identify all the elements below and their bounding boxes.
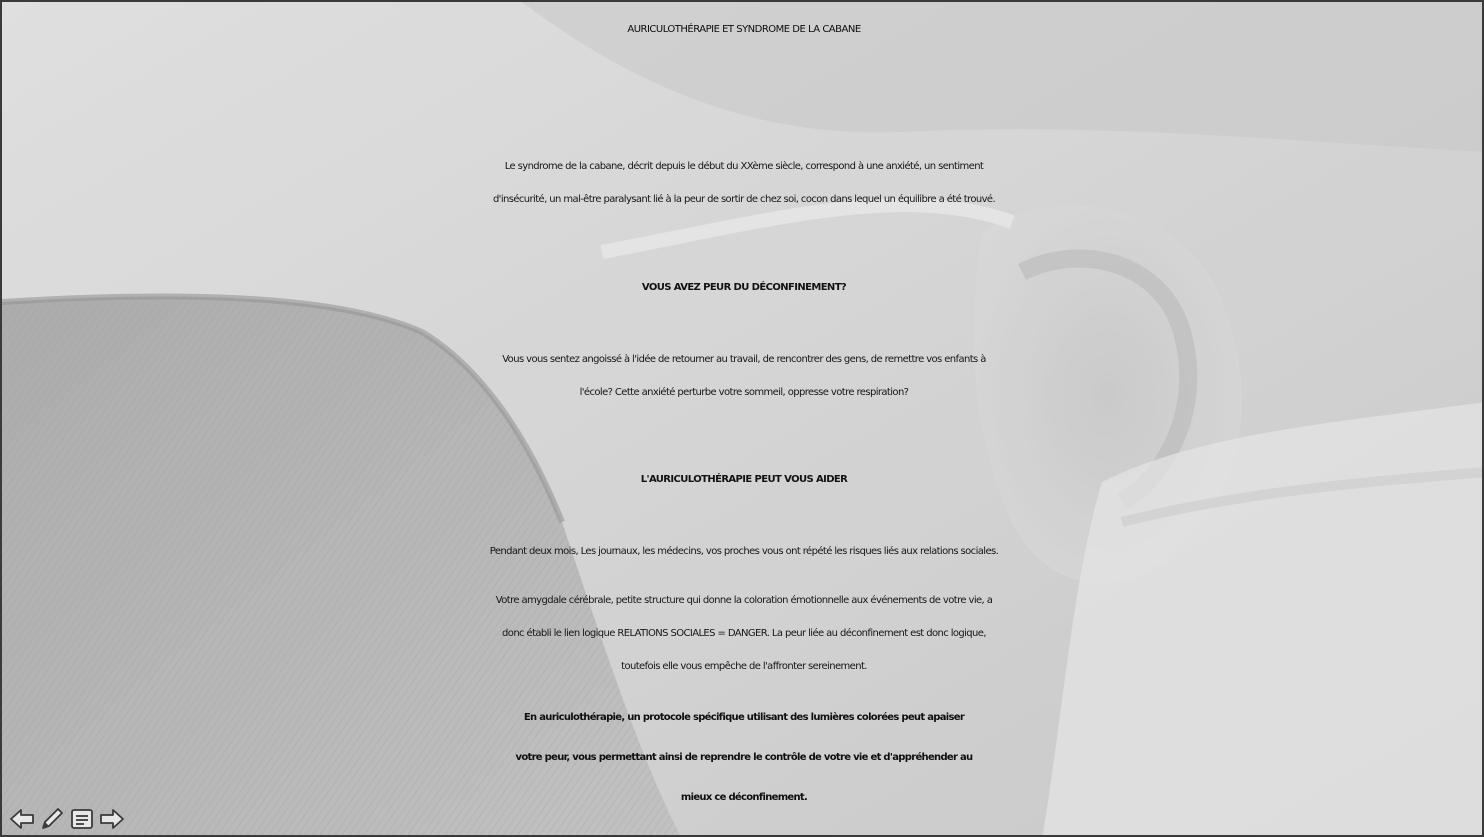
fear-line: l'école? Cette anxiété perturbe votre sommeil, oppresse votre respiration? — [579, 387, 909, 398]
conclusion-line: En auriculothérapie, un protocole spécifique utilisant des lumières colorées peut apaiser — [523, 712, 965, 723]
help-line: donc établi le lien logique RELATIONS SOCIALES = DANGER. La peur liée au déconfinement est donc logique, — [502, 628, 986, 639]
help-line: Votre amygdale cérébrale, petite structure qui donne la coloration émotionnelle aux événements de votre vie, a — [495, 595, 993, 606]
slideshow-nav-toolbar — [8, 805, 126, 833]
intro-paragraph — [2, 150, 1484, 216]
conclusion-line: votre peur, vous permettant ainsi de reprendre le contrôle de votre vie et d'appréhender au — [515, 752, 973, 763]
help-paragraph-1: Pendant deux mois, Les journaux, les médecins, vos proches vous ont répété les risques liés aux relations sociales. — [489, 546, 999, 557]
previous-slide-button[interactable] — [8, 805, 36, 833]
previous-slide-icon — [9, 807, 35, 831]
intro-line: d'insécurité, un mal-être paralysant lié à la peur de sortir de chez soi, cocon dans lequel un équilibre a été trouvé. — [492, 194, 996, 205]
fear-paragraph — [2, 343, 1484, 409]
help-paragraph-2 — [2, 584, 1484, 683]
conclusion-paragraph — [2, 698, 1484, 818]
slide-menu-button[interactable] — [68, 805, 96, 833]
fear-line: Vous vous sentez angoissé à l'idée de retourner au travail, de rencontrer des gens, de remettre vos enfants à — [502, 354, 986, 365]
pen-tool-button[interactable] — [38, 805, 66, 833]
pen-icon — [39, 806, 65, 832]
slide-title: AURICULOTHÉRAPIE ET SYNDROME DE LA CABANE — [627, 24, 861, 35]
conclusion-line: mieux ce déconfinement. — [680, 792, 808, 803]
slide-menu-icon — [69, 807, 95, 831]
intro-line: Le syndrome de la cabane, décrit depuis le début du XXème siècle, correspond à une anxiété, un sentiment — [504, 161, 984, 172]
next-slide-button[interactable] — [98, 805, 126, 833]
section-heading-fear: VOUS AVEZ PEUR DU DÉCONFINEMENT? — [641, 282, 847, 293]
next-slide-icon — [99, 807, 125, 831]
section-heading-help: L'AURICULOTHÉRAPIE PEUT VOUS AIDER — [640, 474, 848, 485]
help-line: toutefois elle vous empêche de l'affronter sereinement. — [621, 661, 867, 672]
